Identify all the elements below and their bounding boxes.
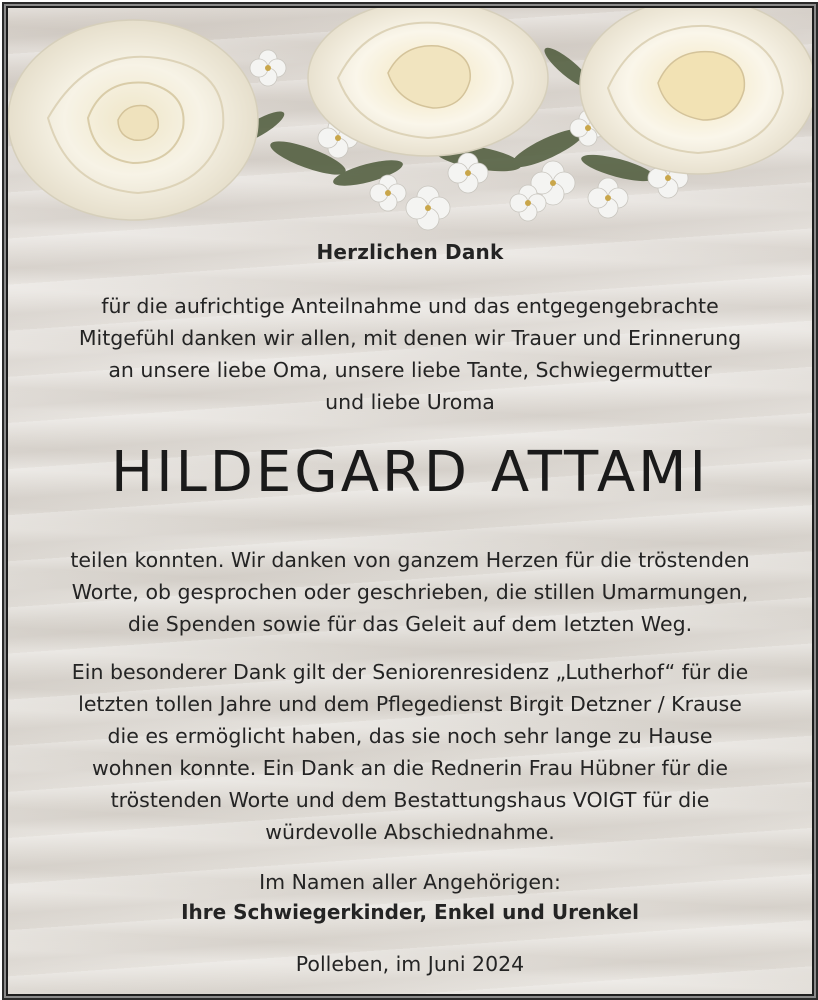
text-line: die Spenden sowie für das Geleit auf dem letzten Weg. — [127, 612, 693, 636]
notice-text — [8, 8, 812, 994]
text-line: und liebe Uroma — [325, 390, 495, 414]
text-line: teilen konnten. Wir danken von ganzem Herzen für die tröstenden — [70, 548, 750, 572]
text-line: tröstenden Worte und dem Bestattungshaus VOIGT für die — [110, 788, 710, 812]
deceased-name: HILDEGARD ATTAMI — [110, 440, 710, 505]
signature-intro: Im Namen aller Angehörigen: — [259, 870, 561, 894]
special-thanks-paragraph — [28, 656, 792, 848]
text-line: für die aufrichtige Anteilnahme und das entgegengebrachte — [101, 294, 719, 318]
notice-frame — [6, 6, 814, 996]
place-date: Polleben, im Juni 2024 — [295, 952, 525, 976]
text-line: wohnen konnte. Ein Dank an die Rednerin Frau Hübner für die — [92, 756, 728, 780]
text-line: Worte, ob gesprochen oder geschrieben, die stillen Umarmungen, — [71, 580, 749, 604]
text-line: Mitgefühl danken wir allen, mit denen wir Trauer und Erinnerung — [78, 326, 742, 350]
text-line: Ein besonderer Dank gilt der Seniorenresidenz „Lutherhof“ für die — [71, 660, 749, 684]
text-line: an unsere liebe Oma, unsere liebe Tante, Schwiegermutter — [108, 358, 712, 382]
thanks-paragraph — [28, 544, 792, 640]
text-line: würdevolle Abschiednahme. — [265, 820, 555, 844]
heading: Herzlichen Dank — [316, 240, 504, 264]
text-line: die es ermöglicht haben, das sie noch sehr lange zu Hause — [107, 724, 713, 748]
text-line: letzten tollen Jahre und dem Pflegedienst Birgit Detzner / Krause — [78, 692, 742, 716]
signature-names: Ihre Schwiegerkinder, Enkel und Urenkel — [181, 900, 639, 924]
intro-paragraph — [28, 290, 792, 418]
